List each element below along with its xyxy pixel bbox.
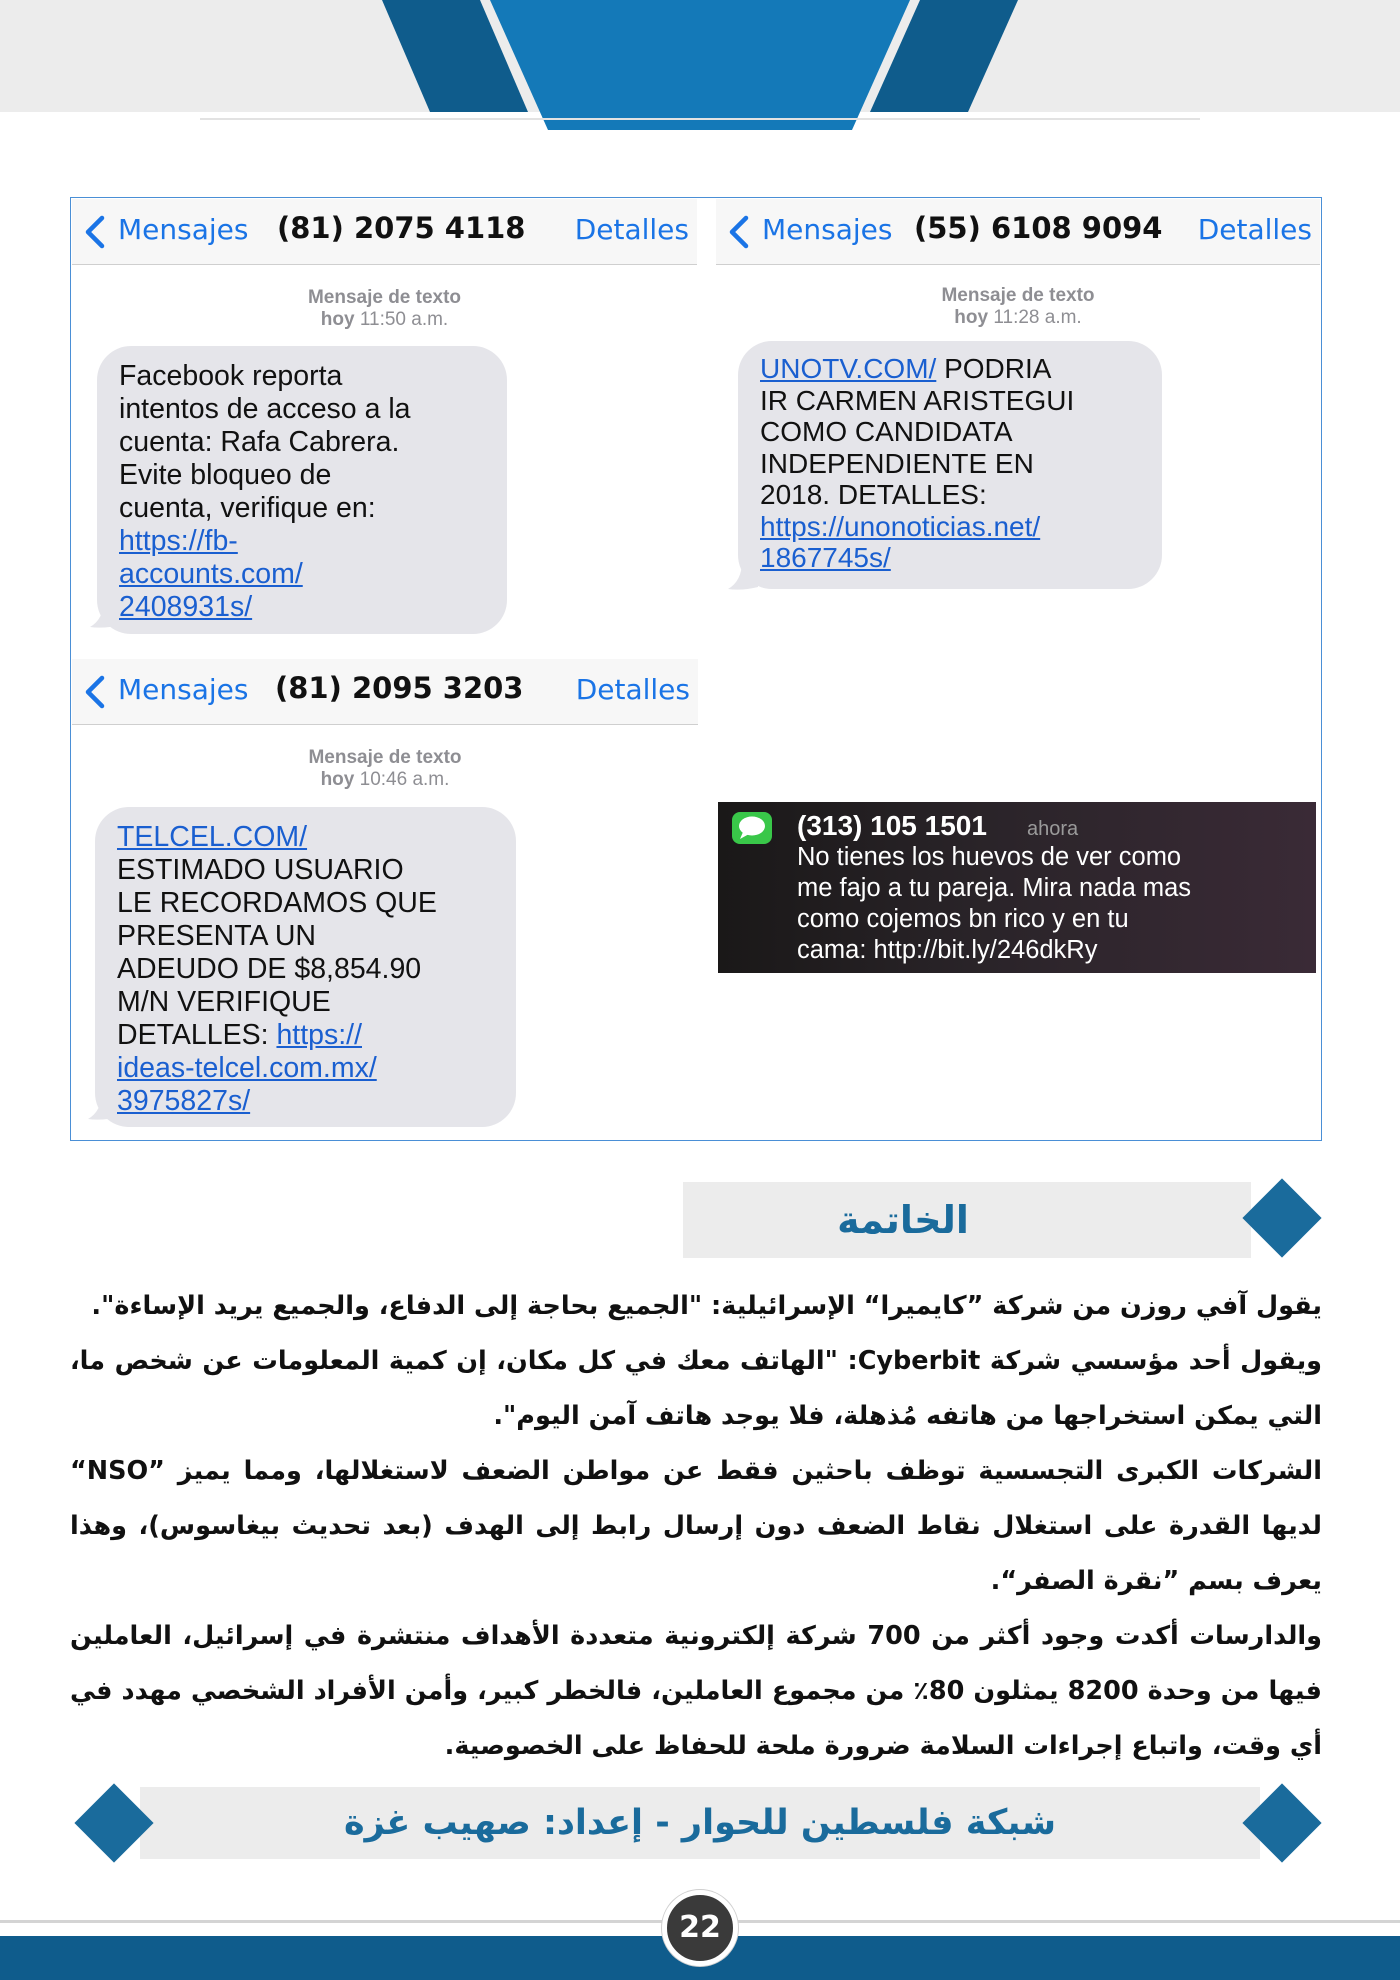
message-time: 11:28 a.m. <box>993 307 1082 328</box>
details-button[interactable]: Detalles <box>574 213 689 246</box>
sms-thread-header <box>72 659 698 725</box>
sms-thread-header <box>72 199 697 265</box>
sms-thread-3 <box>72 659 698 1139</box>
message-line: PRESENTA UN <box>117 920 317 952</box>
notification-sender: (313) 105 1501 <box>797 810 987 841</box>
message-time: 10:46 a.m. <box>359 769 450 790</box>
message-bubble <box>97 346 507 634</box>
message-line: Facebook reporta <box>119 360 343 392</box>
message-timestamp <box>716 285 1320 329</box>
sms-notification[interactable] <box>718 802 1316 973</box>
conclusion-text <box>70 1279 1322 1774</box>
message-timestamp <box>72 747 698 791</box>
message-line: cuenta, verifique en: <box>119 492 376 524</box>
message-time-label <box>716 307 1320 329</box>
phishing-link[interactable]: 3975827s/ <box>117 1085 251 1117</box>
back-button[interactable]: Mensajes <box>118 213 249 246</box>
sender-number: (81) 2095 3203 <box>275 671 524 705</box>
banner-center-trapezoid <box>490 0 910 130</box>
notification-time: ahora <box>1027 818 1079 840</box>
message-timestamp <box>72 287 697 331</box>
message-bubble <box>95 807 516 1127</box>
phishing-link[interactable]: TELCEL.COM/ <box>117 821 308 853</box>
messages-app-icon <box>732 812 772 844</box>
message-line: IR CARMEN ARISTEGUI <box>760 384 1075 416</box>
message-line: intentos de acceso a la <box>119 393 411 425</box>
back-chevron-icon[interactable] <box>82 214 110 250</box>
phishing-link[interactable]: ideas-telcel.com.mx/ <box>117 1052 377 1084</box>
message-time: 11:50 a.m. <box>359 309 449 330</box>
message-line <box>117 1019 494 1052</box>
phishing-link[interactable]: https:// <box>276 1019 362 1051</box>
details-button[interactable]: Detalles <box>1197 213 1312 246</box>
message-line: M/N VERIFIQUE <box>117 986 331 1018</box>
message-line: Evite bloqueo de <box>119 459 332 491</box>
notification-line: cama: http://bit.ly/246dkRy <box>797 936 1098 964</box>
page-number: 22 <box>679 1910 721 1945</box>
paragraph: ويقول أحد مؤسسي شركة Cyberbit: "الهاتف معك في كل مكان، إن كمية المعلومات عن شخص ما، التي يمكن استخراجها من هاتفه مُذهلة، فلا يوجد هاتف آمن اليوم". <box>70 1346 1322 1431</box>
top-banner-shapes <box>0 0 1400 135</box>
message-line: COMO CANDIDATA <box>760 416 1013 447</box>
phishing-link[interactable]: accounts.com/ <box>119 558 303 590</box>
paragraph: الشركات الكبرى التجسسية توظف باحثين فقط عن مواطن الضعف لاستغلالها، ومما يميز ”NSO“ لديها القدرة على استغلال نقاط الضعف دون إرسال رابط إلى الهدف (بعد تحديث بيغاسوس)، وهذا يعرف بسم ”نقرة الصفر“. <box>70 1456 1322 1596</box>
details-button[interactable]: Detalles <box>575 673 690 706</box>
message-line: cuenta: Rafa Cabrera. <box>119 426 400 458</box>
notification-body <box>797 842 1307 966</box>
message-day: hoy <box>320 769 355 790</box>
paragraph: يقول آفي روزن من شركة ”كايميرا“ الإسرائيلية: "الجميع بحاجة إلى الدفاع، والجميع يريد الإساءة". <box>91 1291 1322 1321</box>
back-chevron-icon[interactable] <box>726 214 754 250</box>
phishing-link[interactable]: UNOTV.COM/ <box>760 353 937 384</box>
message-line: INDEPENDIENTE EN <box>760 447 1034 479</box>
message-day: hoy <box>320 309 355 330</box>
sms-thread-2 <box>716 199 1320 609</box>
notification-line: como cojemos bn rico y en tu <box>797 905 1129 933</box>
message-line: 2018. DETALLES: <box>760 479 987 510</box>
message-text: DETALLES: <box>117 1019 277 1051</box>
back-chevron-icon[interactable] <box>82 674 110 710</box>
message-day: hoy <box>954 307 989 328</box>
message-type-label: Mensaje de texto <box>941 285 1095 306</box>
section-title: الخاتمة <box>837 1198 969 1242</box>
message-line <box>760 353 1140 385</box>
back-button[interactable]: Mensajes <box>762 213 893 246</box>
sender-number: (55) 6108 9094 <box>914 211 1163 245</box>
message-time-label <box>72 309 697 331</box>
top-divider <box>200 118 1200 120</box>
message-text: PODRIA <box>936 353 1052 384</box>
message-time-label <box>72 769 698 791</box>
message-bubble <box>738 341 1162 589</box>
message-type-label: Mensaje de texto <box>307 287 462 308</box>
phishing-link[interactable]: https://fb- <box>119 525 238 557</box>
message-type-label: Mensaje de texto <box>308 747 462 768</box>
phishing-link[interactable]: https://unonoticias.net/ <box>760 510 1041 542</box>
phishing-link[interactable]: 1867745s/ <box>760 542 891 573</box>
sms-thread-header <box>716 199 1320 265</box>
sms-thread-1 <box>72 199 697 647</box>
heading-diamond-icon <box>1242 1178 1321 1257</box>
notification-line: me fajo a tu pareja. Mira nada mas <box>797 874 1192 902</box>
message-line: ADEUDO DE $8,854.90 <box>117 953 422 985</box>
credit-text: شبكة فلسطين للحوار - إعداد: صهيب غزة <box>343 1803 1057 1843</box>
message-line: LE RECORDAMOS QUE <box>117 887 437 919</box>
paragraph: والدارسات أكدت وجود أكثر من 700 شركة إلكترونية متعددة الأهداف منتشرة في إسرائيل، العاملين فيها من وحدة 8200 يمثلون 80٪ من مجموع العاملين، فالخطر كبير، وأمن الأفراد الشخصي مهدد في أي وقت، واتباع إجراءات السلامة ضرورة ملحة للحفاظ على الخصوصية. <box>70 1621 1323 1761</box>
notification-line: No tienes los huevos de ver como <box>797 843 1182 871</box>
sender-number: (81) 2075 4118 <box>277 211 526 245</box>
back-button[interactable]: Mensajes <box>118 673 249 706</box>
message-line: ESTIMADO USUARIO <box>117 854 404 886</box>
phishing-link[interactable]: 2408931s/ <box>119 591 253 623</box>
